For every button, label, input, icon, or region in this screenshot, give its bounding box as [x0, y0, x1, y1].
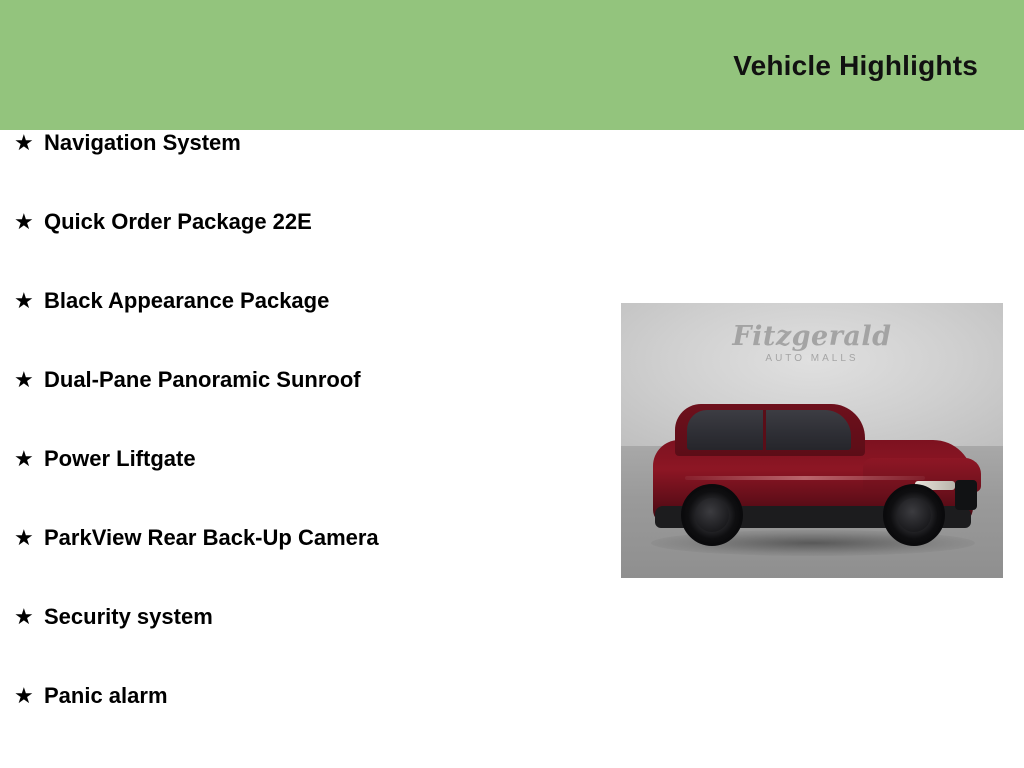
star-icon: ★ — [14, 683, 34, 708]
list-item — [0, 367, 620, 446]
star-icon: ★ — [14, 604, 34, 629]
vehicle-highlights-list — [0, 130, 620, 762]
highlight-label: Quick Order Package 22E — [44, 209, 312, 234]
star-icon: ★ — [14, 525, 34, 550]
list-item — [0, 604, 620, 683]
suv-body-highlight — [685, 476, 925, 480]
dealer-watermark-tagline: AUTO MALLS — [765, 353, 859, 364]
list-item — [0, 525, 620, 604]
star-icon: ★ — [14, 367, 34, 392]
vehicle-photo — [621, 303, 1003, 578]
header-band — [0, 0, 1024, 130]
highlight-label: ParkView Rear Back-Up Camera — [44, 525, 379, 550]
star-icon: ★ — [14, 209, 34, 234]
suv-illustration — [645, 375, 981, 550]
suv-front-wheel — [883, 484, 945, 546]
list-item — [0, 683, 620, 762]
page-title: Vehicle Highlights — [733, 50, 978, 81]
list-item — [0, 446, 620, 525]
highlight-label: Dual-Pane Panoramic Sunroof — [44, 367, 361, 392]
highlight-label: Navigation System — [44, 130, 241, 155]
star-icon: ★ — [14, 446, 34, 471]
highlight-label: Power Liftgate — [44, 446, 196, 471]
star-icon: ★ — [14, 288, 34, 313]
highlight-label: Panic alarm — [44, 683, 168, 708]
highlight-label: Black Appearance Package — [44, 288, 330, 313]
star-icon: ★ — [14, 130, 34, 155]
list-item — [0, 209, 620, 288]
suv-grille — [955, 480, 977, 510]
list-item — [0, 130, 620, 209]
highlight-label: Security system — [44, 604, 213, 629]
suv-rear-wheel — [681, 484, 743, 546]
suv-window-glass — [687, 410, 851, 450]
suv-door-pillar — [763, 410, 766, 450]
dealer-watermark-name: Fitzgerald — [732, 321, 892, 352]
list-item — [0, 288, 620, 367]
